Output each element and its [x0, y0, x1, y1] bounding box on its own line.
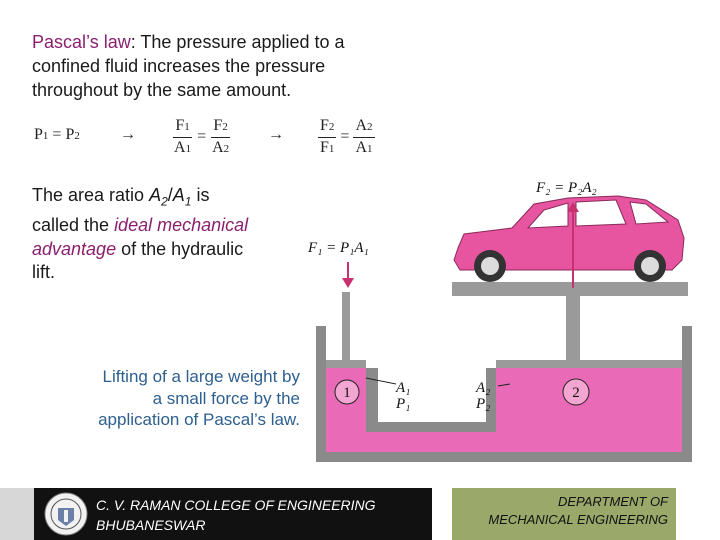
- definition-line3: throughout by the same amount.: [32, 80, 292, 100]
- college-name-line2: BHUBANESWAR: [96, 517, 206, 533]
- pascal-law-term: Pascal’s law: [32, 32, 131, 52]
- force1-arrow: [342, 262, 354, 288]
- equation-f-over-a: $\frac{F1}{A1}$ = $\frac{F2}{A2}$: [174, 117, 230, 156]
- mechanical-advantage-text: The area ratio $A_2/A_1$ is called the ideal mechanical advantage of the hydraulic lift.: [32, 185, 249, 283]
- pascal-law-definition: [32, 30, 422, 102]
- pressure1-label: P₁: [396, 396, 411, 412]
- department-line1: DEPARTMENT OF: [557, 494, 668, 509]
- definition-line1: The pressure applied to a: [135, 32, 345, 52]
- equation-arrow-1: →: [120, 126, 136, 143]
- college-footer: [34, 488, 432, 540]
- equation-arrow-2: →: [268, 126, 284, 143]
- college-seal-icon: [44, 492, 88, 536]
- equation-p1-p2: P1 = P2: [34, 126, 80, 143]
- definition-line2: confined fluid increases the pressure: [32, 56, 326, 76]
- department-footer: [452, 488, 676, 540]
- equation-ratio: $\frac{F2}{F1}$ = $\frac{A2}{A1}$: [320, 117, 373, 156]
- force1-label: F₁ = P₁A₁: [308, 240, 369, 256]
- area1-label: A₁: [396, 380, 411, 396]
- area2-label: A₂: [476, 380, 491, 396]
- college-name-line1: C. V. RAMAN COLLEGE OF ENGINEERING: [96, 497, 376, 513]
- hydraulic-fluid: [326, 330, 682, 452]
- figure-caption: Lifting of a large weight by a small force by the application of Pascal’s law.: [98, 367, 300, 429]
- department-line2: MECHANICAL ENGINEERING: [488, 512, 668, 527]
- pressure2-label: P₂: [476, 396, 491, 412]
- piston2-label: 2: [572, 385, 580, 401]
- pascal-law-colon: :: [130, 32, 136, 52]
- piston1-label: 1: [343, 385, 351, 401]
- hydraulic-lift-diagram: [300, 170, 700, 470]
- force2-label: F₂ = P₂A₂: [536, 180, 597, 196]
- footer-left-bar: [0, 488, 34, 540]
